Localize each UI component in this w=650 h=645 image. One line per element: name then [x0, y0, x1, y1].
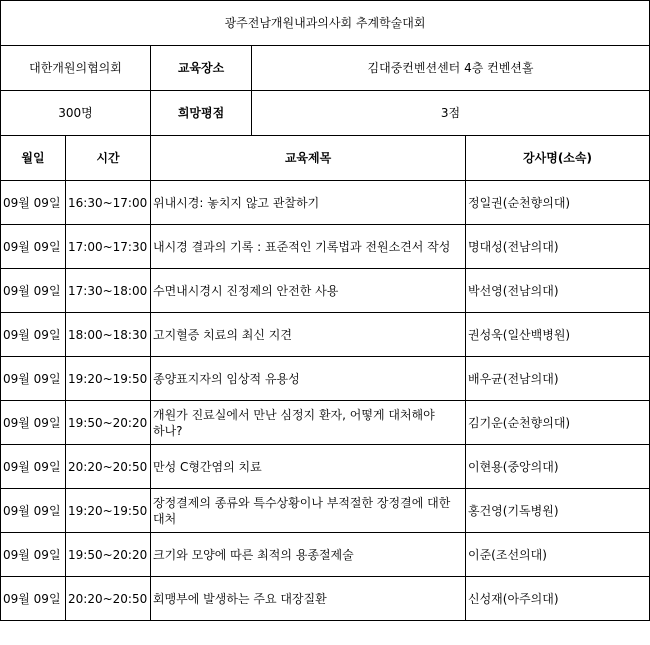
- table-row: [1, 313, 650, 357]
- header-lecturer: 강사명(소속): [466, 136, 650, 181]
- header-topic: 교육제목: [151, 136, 466, 181]
- table-row: [1, 269, 650, 313]
- session-time: 20:20~20:50: [66, 577, 151, 621]
- session-lecturer: 홍건영(기독병원): [466, 489, 650, 533]
- session-topic: 크기와 모양에 따른 최적의 용종절제술: [151, 533, 466, 577]
- session-lecturer: 권성욱(일산백병원): [466, 313, 650, 357]
- session-topic: 위내시경: 놓치지 않고 관찰하기: [151, 181, 466, 225]
- session-date: 09월 09일: [1, 225, 66, 269]
- session-topic: 개원가 진료실에서 만난 심정지 환자, 어떻게 대처해야 하나?: [151, 401, 466, 445]
- table-row: [1, 445, 650, 489]
- session-time: 19:50~20:20: [66, 533, 151, 577]
- info-row-points: [1, 91, 650, 136]
- session-topic: 만성 C형간염의 치료: [151, 445, 466, 489]
- session-time: 17:30~18:00: [66, 269, 151, 313]
- points-value: 3점: [252, 91, 650, 136]
- points-label: 희망평점: [151, 91, 252, 136]
- session-lecturer: 김기운(순천향의대): [466, 401, 650, 445]
- session-topic: 고지혈증 치료의 최신 지견: [151, 313, 466, 357]
- table-row: [1, 357, 650, 401]
- session-lecturer: 이현용(중앙의대): [466, 445, 650, 489]
- header-time: 시간: [66, 136, 151, 181]
- session-lecturer: 박선영(전남의대): [466, 269, 650, 313]
- session-lecturer: 이준(조선의대): [466, 533, 650, 577]
- session-time: 17:00~17:30: [66, 225, 151, 269]
- title-row: [1, 1, 650, 46]
- session-time: 19:20~19:50: [66, 357, 151, 401]
- session-date: 09월 09일: [1, 357, 66, 401]
- session-date: 09월 09일: [1, 401, 66, 445]
- session-time: 19:20~19:50: [66, 489, 151, 533]
- session-lecturer: 명대성(전남의대): [466, 225, 650, 269]
- table-row: [1, 533, 650, 577]
- session-date: 09월 09일: [1, 489, 66, 533]
- table-row: [1, 489, 650, 533]
- table-row: [1, 225, 650, 269]
- session-time: 19:50~20:20: [66, 401, 151, 445]
- event-title: 광주전남개원내과의사회 추계학술대회: [1, 1, 650, 46]
- session-date: 09월 09일: [1, 445, 66, 489]
- organizer: 대한개원의협의회: [1, 46, 151, 91]
- session-date: 09월 09일: [1, 533, 66, 577]
- capacity: 300명: [1, 91, 151, 136]
- session-topic: 종양표지자의 임상적 유용성: [151, 357, 466, 401]
- session-date: 09월 09일: [1, 313, 66, 357]
- session-lecturer: 배우균(전남의대): [466, 357, 650, 401]
- table-row: [1, 401, 650, 445]
- header-row: [1, 136, 650, 181]
- session-topic: 수면내시경시 진정제의 안전한 사용: [151, 269, 466, 313]
- session-time: 20:20~20:50: [66, 445, 151, 489]
- session-topic: 장정결제의 종류와 특수상황이나 부적절한 장정결에 대한 대처: [151, 489, 466, 533]
- info-row-venue: [1, 46, 650, 91]
- session-date: 09월 09일: [1, 181, 66, 225]
- session-time: 18:00~18:30: [66, 313, 151, 357]
- table-row: [1, 181, 650, 225]
- session-topic: 회맹부에 발생하는 주요 대장질환: [151, 577, 466, 621]
- session-lecturer: 신성재(아주의대): [466, 577, 650, 621]
- session-topic: 내시경 결과의 기록 : 표준적인 기록법과 전원소견서 작성: [151, 225, 466, 269]
- session-date: 09월 09일: [1, 269, 66, 313]
- header-date: 월일: [1, 136, 66, 181]
- table-row: [1, 577, 650, 621]
- session-time: 16:30~17:00: [66, 181, 151, 225]
- venue-label: 교육장소: [151, 46, 252, 91]
- venue-value: 김대중컨벤션센터 4층 컨벤션홀: [252, 46, 650, 91]
- session-lecturer: 정일권(순천향의대): [466, 181, 650, 225]
- session-date: 09월 09일: [1, 577, 66, 621]
